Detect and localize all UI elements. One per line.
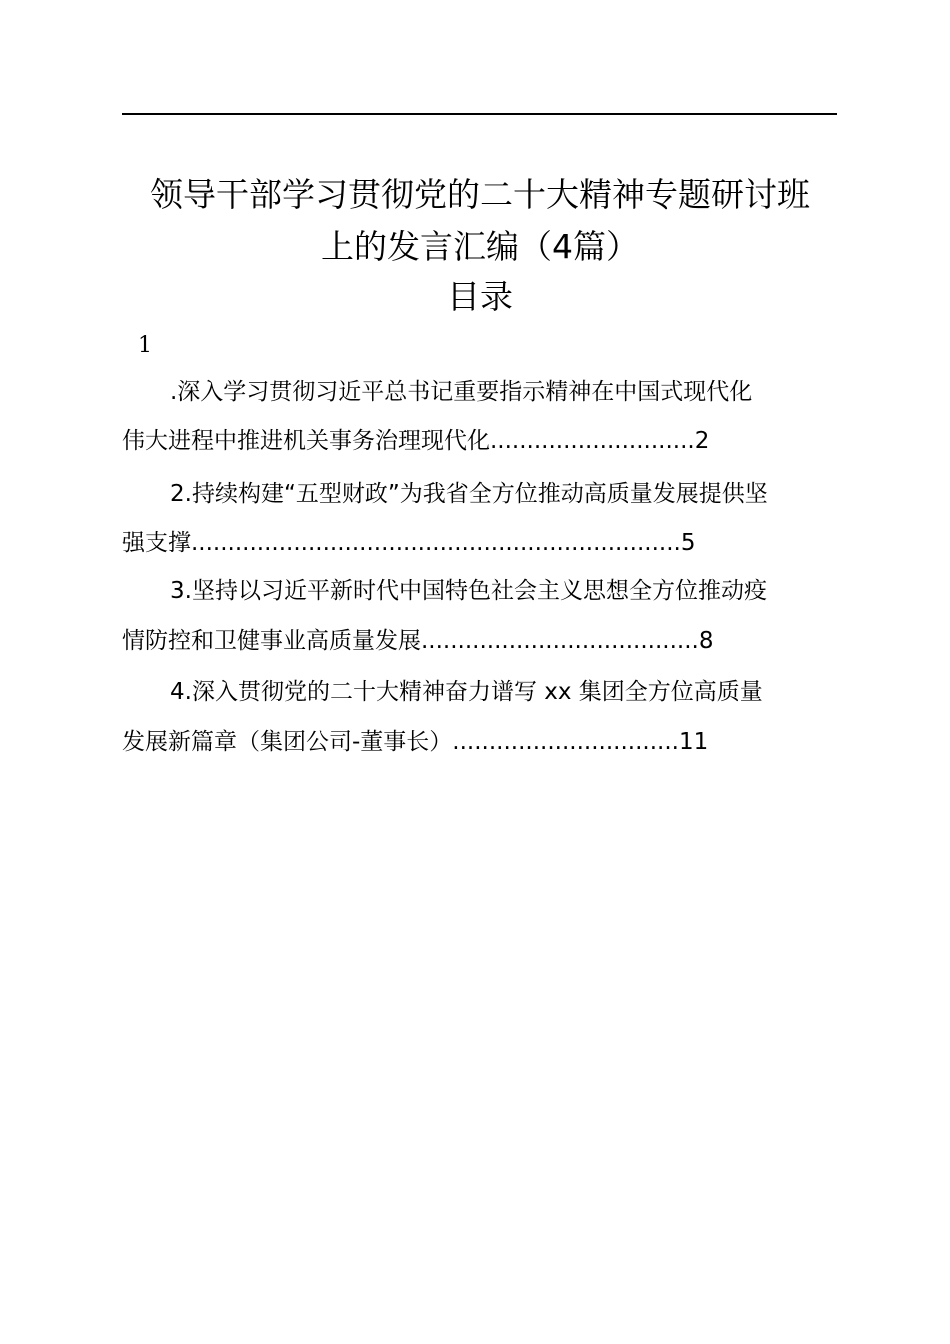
document-title-line-1: 领导干部学习贯彻党的二十大精神专题研讨班 bbox=[150, 175, 810, 214]
toc-entry-3-line-1[interactable]: 3.坚持以习近平新时代中国特色社会主义思想全方位推动疫 bbox=[170, 578, 767, 604]
toc-entry-2-line-1[interactable]: 2.持续构建“五型财政”为我省全方位推动高质量发展提供坚 bbox=[170, 481, 768, 507]
toc-entry-1-line-1[interactable]: .深入学习贯彻习近平总书记重要指示精神在中国式现代化 bbox=[170, 379, 753, 405]
document-title-line-2: 上的发言汇编（4篇） bbox=[321, 227, 639, 266]
toc-heading: 目录 bbox=[447, 277, 513, 316]
toc-entry-2-line-2[interactable]: 强支撑...................................................................5 bbox=[122, 530, 696, 556]
toc-entry-3-line-2[interactable]: 情防控和卫健事业高质量发展......................................8 bbox=[122, 628, 714, 654]
header-rule bbox=[122, 113, 837, 115]
toc-entry-1-line-2[interactable]: 伟大进程中推进机关事务治理现代化............................2 bbox=[122, 428, 710, 454]
toc-entry-4-line-1[interactable]: 4.深入贯彻党的二十大精神奋力谱写 xx 集团全方位高质量 bbox=[170, 679, 763, 705]
page-marker: 1 bbox=[138, 333, 152, 358]
toc-entry-4-line-2[interactable]: 发展新篇章（集团公司-董事长）...............................11 bbox=[122, 729, 709, 755]
